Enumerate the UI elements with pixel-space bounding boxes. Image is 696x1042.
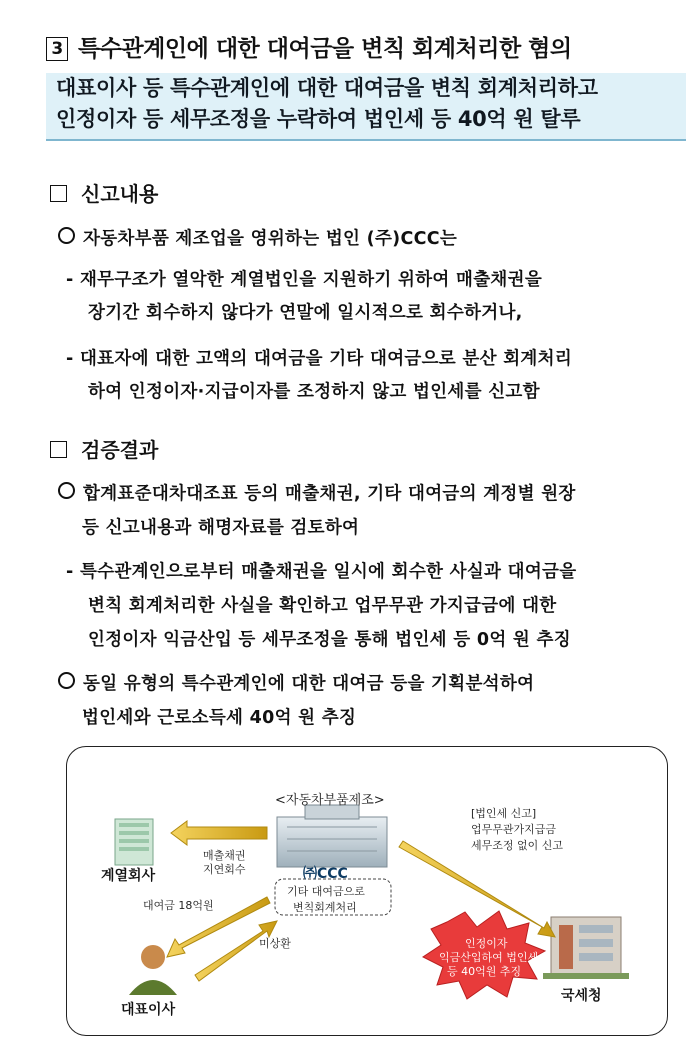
flow-diagram (66, 746, 668, 1036)
burst-line-3: 등 40억원 추징 (447, 965, 522, 978)
report-heading (50, 178, 158, 207)
summary-line-1: 대표이사 등 특수관계인에 대한 대여금을 변칙 회계처리하고 (56, 76, 598, 100)
company-note-1: 기타 대여금으로 (287, 885, 365, 898)
receivable-line-2: 지연회수 (203, 863, 246, 876)
summary-box (46, 73, 686, 141)
arrow-report-icon (399, 841, 555, 937)
unpaid-label: 미상환 (259, 937, 291, 950)
result-heading-text: 검증결과 (81, 438, 159, 462)
burst-line-1: 인정이자 (465, 937, 508, 950)
arrow-to-affiliate-icon (171, 821, 267, 845)
affiliate-label: 계열회사 (101, 868, 156, 884)
ceo-label: 대표이사 (121, 1002, 176, 1018)
nts-building-icon (543, 917, 629, 979)
report-line-3: 장기간 회수하지 않다가 연말에 일시적으로 회수하거나, (88, 303, 523, 323)
result-line-6-text: 동일 유형의 특수관계인에 대한 대여금 등을 기획분석하여 (83, 674, 535, 694)
result-line-5: 인정이자 익금산입 등 세무조정을 통해 법인세 등 0억 원 추징 (88, 630, 571, 650)
report-label-3: 세무조정 없이 신고 (471, 839, 564, 852)
section-number: 3 (46, 37, 68, 61)
result-line-7: 법인세와 근로소득세 40억 원 추징 (82, 708, 357, 728)
result-line-6 (58, 670, 534, 695)
company-note-2: 변칙회계처리 (293, 901, 357, 914)
company-name: ㈜CCC (303, 866, 348, 882)
report-line-2: - 재무구조가 열악한 계열법인을 지원하기 위하여 매출채권을 (66, 270, 543, 290)
company-building-icon (277, 805, 387, 867)
result-line-1-text: 합계표준대차대조표 등의 매출채권, 기타 대여금의 계정별 원장 (83, 484, 576, 504)
loan-label: 대여금 18억원 (143, 899, 214, 912)
circle-bullet-icon (58, 227, 75, 244)
report-heading-text: 신고내용 (81, 182, 159, 206)
affiliate-building-icon (115, 819, 153, 865)
report-label-1: [법인세 신고] (471, 807, 537, 820)
nts-label: 국세청 (561, 988, 602, 1004)
receivable-line-1: 매출채권 (203, 849, 246, 862)
circle-bullet-icon (58, 482, 75, 499)
report-line-1 (58, 225, 457, 250)
result-line-3: - 특수관계인으로부터 매출채권을 일시에 회수한 사실과 대여금을 (66, 562, 577, 582)
result-line-1 (58, 480, 576, 505)
result-heading (50, 434, 158, 463)
checkbox-square-icon (50, 441, 67, 458)
checkbox-square-icon (50, 185, 67, 202)
report-line-5: 하여 인정이자·지급이자를 조정하지 않고 법인세를 신고함 (88, 382, 540, 402)
result-line-4: 변칙 회계처리한 사실을 확인하고 업무무관 가지급금에 대한 (88, 596, 557, 616)
report-line-4: - 대표자에 대한 고액의 대여금을 기타 대여금으로 분산 회계처리 (66, 349, 573, 369)
company-caption: <자동차부품제조> (275, 793, 385, 808)
page-title (46, 30, 572, 63)
title-text: 특수관계인에 대한 대여금을 변칙 회계처리한 혐의 (78, 36, 572, 62)
circle-bullet-icon (58, 672, 75, 689)
burst-line-2: 익금산입하여 법인세 (439, 951, 539, 964)
report-line-1-text: 자동차부품 제조업을 영위하는 법인 (주)CCC는 (83, 229, 458, 249)
summary-line-2: 인정이자 등 세무조정을 누락하여 법인세 등 40억 원 탈루 (56, 107, 581, 131)
report-label-2: 업무무관가지급금 (471, 823, 557, 836)
result-line-2: 등 신고내용과 해명자료를 검토하여 (82, 518, 360, 538)
